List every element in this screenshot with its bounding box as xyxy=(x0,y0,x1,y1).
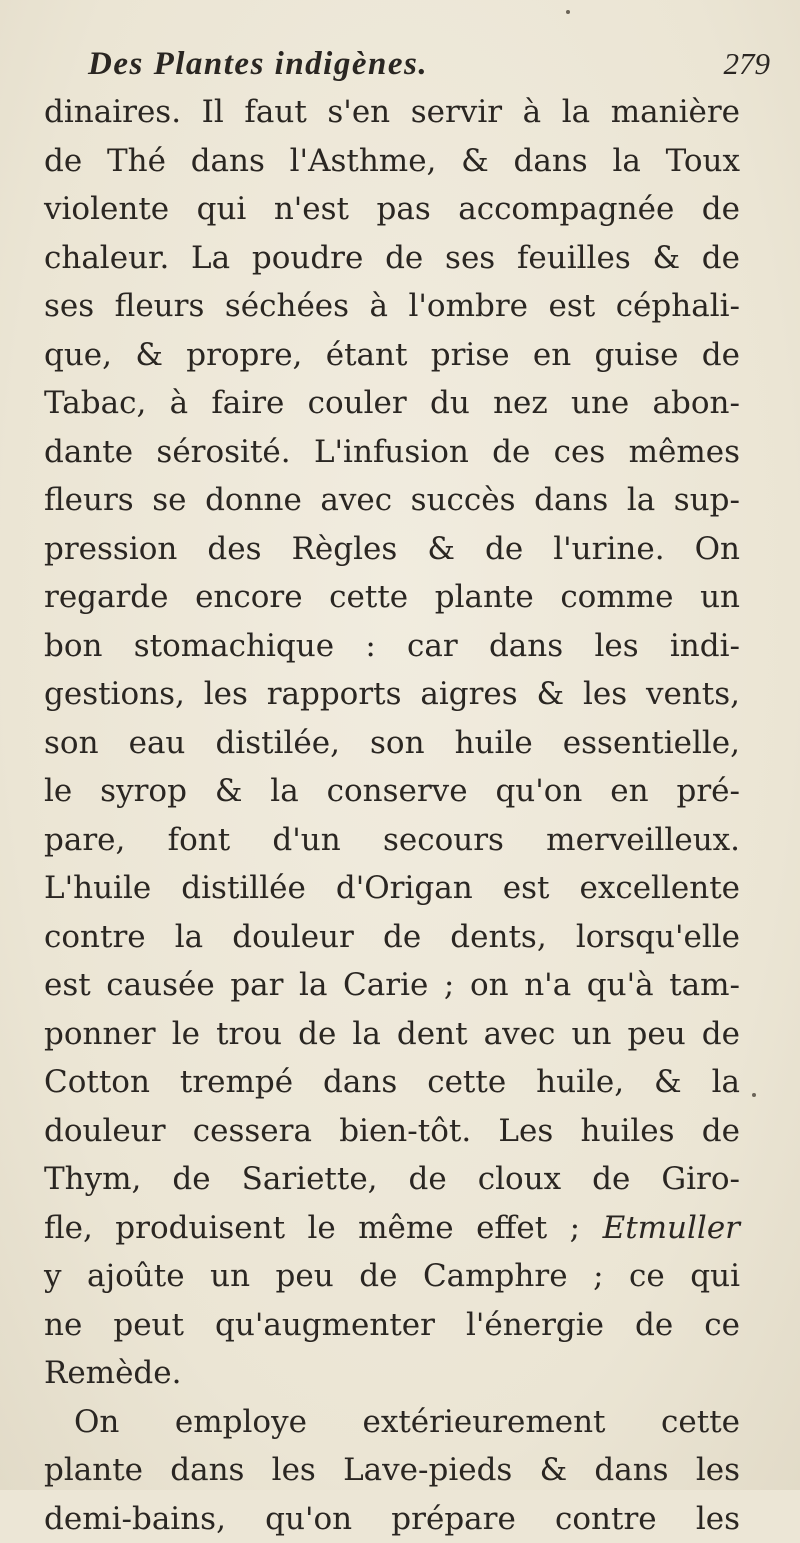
text-line: pare, font d'un secours merveilleux. xyxy=(44,816,740,865)
text-line: douleur cessera bien-tôt. Les huiles de xyxy=(44,1107,740,1156)
author-name: Etmuller xyxy=(603,1210,740,1246)
text-line: Remède. xyxy=(44,1349,740,1398)
text-line: fleurs se donne avec succès dans la sup- xyxy=(44,476,740,525)
text-line: y ajoûte un peu de Camphre ; ce qui xyxy=(44,1252,740,1301)
text-line: demi-bains, qu'on prépare contre les xyxy=(44,1495,740,1543)
paragraph-start-line: On employe extérieurement cette xyxy=(44,1398,740,1447)
text-line: pression des Règles & de l'urine. On xyxy=(44,525,740,574)
text-line: L'huile distillée d'Origan est excellente xyxy=(44,864,740,913)
text-line: son eau distilée, son huile essentielle, xyxy=(44,719,740,768)
text-line: ses fleurs séchées à l'ombre est céphali- xyxy=(44,282,740,331)
running-head xyxy=(80,42,770,92)
paper-speck xyxy=(752,1093,756,1097)
text-line: est causée par la Carie ; on n'a qu'à tam- xyxy=(44,961,740,1010)
text-line: contre la douleur de dents, lorsqu'elle xyxy=(44,913,740,962)
text-line: plante dans les Lave-pieds & dans les xyxy=(44,1446,740,1495)
text-line: regarde encore cette plante comme un xyxy=(44,573,740,622)
text-line: de Thé dans l'Asthme, & dans la Toux xyxy=(44,137,740,186)
text-line: que, & propre, étant prise en guise de xyxy=(44,331,740,380)
text-line: Thym, de Sariette, de cloux de Giro- xyxy=(44,1155,740,1204)
text-line: ponner le trou de la dent avec un peu de xyxy=(44,1010,740,1059)
text-line: Cotton trempé dans cette huile, & la xyxy=(44,1058,740,1107)
text-line: Tabac, à faire couler du nez une abon- xyxy=(44,379,740,428)
text-line: violente qui n'est pas accompagnée de xyxy=(44,185,740,234)
body-text xyxy=(44,88,740,1543)
paper-speck xyxy=(566,10,570,14)
text-line: bon stomachique : car dans les indi- xyxy=(44,622,740,671)
text-line: chaleur. La poudre de ses feuilles & de xyxy=(44,234,740,283)
page-number: 279 xyxy=(724,46,771,82)
text-line: dinaires. Il faut s'en servir à la manière xyxy=(44,88,740,137)
text-line-segment: fle, produisent le même effet ; xyxy=(44,1210,580,1246)
text-line: ne peut qu'augmenter l'énergie de ce xyxy=(44,1301,740,1350)
running-head-title: Des Plantes indigènes. xyxy=(88,46,428,83)
text-line: gestions, les rapports aigres & les vents, xyxy=(44,670,740,719)
text-line-with-author xyxy=(44,1204,740,1253)
text-line: dante sérosité. L'infusion de ces mêmes xyxy=(44,428,740,477)
text-line: le syrop & la conserve qu'on en pré- xyxy=(44,767,740,816)
